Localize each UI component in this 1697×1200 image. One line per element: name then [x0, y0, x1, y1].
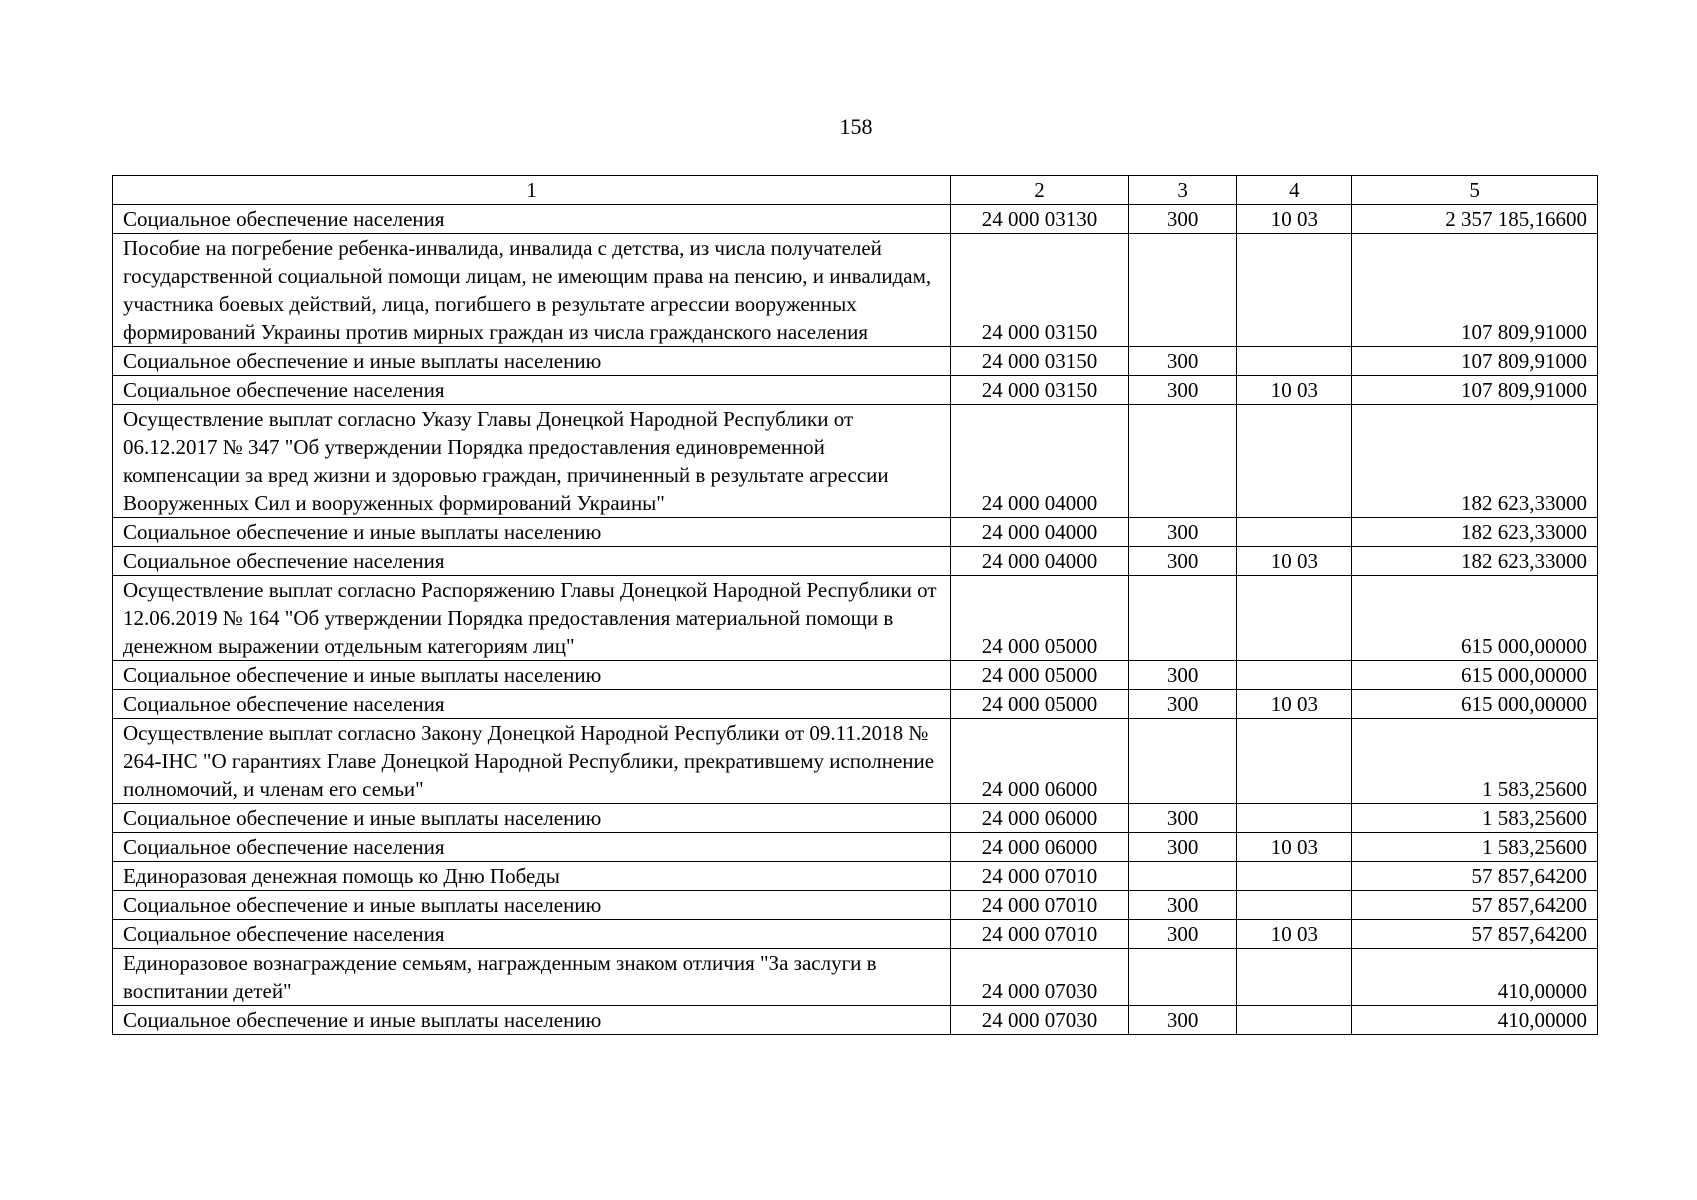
cell-amount: 1 583,25600	[1352, 833, 1598, 862]
table-row	[113, 690, 1598, 719]
cell-name: Единоразовое вознаграждение семьям, награжденным знаком отличия "За заслуги в воспитании детей"	[113, 949, 951, 1006]
column-header-name: 1	[113, 176, 951, 205]
table-row	[113, 405, 1598, 518]
cell-amount: 107 809,91000	[1352, 376, 1598, 405]
cell-name: Пособие на погребение ребенка-инвалида, инвалида с детства, из числа получателей государственной социальной помощи лицам, не имеющим права на пенсию, и инвалидам, участника боевых действий, лица, погибшего в результате агрессии вооруженных формирований Украины против мирных граждан из числа гражданского населения	[113, 234, 951, 347]
cell-code: 24 000 04000	[951, 405, 1129, 518]
cell-amount: 57 857,64200	[1352, 862, 1598, 891]
cell-name: Единоразовая денежная помощь ко Дню Победы	[113, 862, 951, 891]
cell-expense-type: 300	[1128, 547, 1237, 576]
cell-amount: 2 357 185,16600	[1352, 205, 1598, 234]
cell-code: 24 000 03130	[951, 205, 1129, 234]
cell-section: 10 03	[1237, 690, 1352, 719]
table-row	[113, 234, 1598, 347]
cell-code: 24 000 05000	[951, 690, 1129, 719]
cell-code: 24 000 04000	[951, 547, 1129, 576]
cell-section: 10 03	[1237, 205, 1352, 234]
cell-amount: 57 857,64200	[1352, 891, 1598, 920]
cell-code: 24 000 05000	[951, 661, 1129, 690]
table-row	[113, 376, 1598, 405]
table-row	[113, 347, 1598, 376]
cell-expense-type: 300	[1128, 804, 1237, 833]
cell-code: 24 000 07010	[951, 862, 1129, 891]
cell-name: Социальное обеспечение и иные выплаты населению	[113, 891, 951, 920]
table-row	[113, 719, 1598, 804]
cell-name: Осуществление выплат согласно Распоряжению Главы Донецкой Народной Республики от 12.06.2019 № 164 "Об утверждении Порядка предоставления материальной помощи в денежном выражении отдельным категориям лиц"	[113, 576, 951, 661]
cell-amount: 615 000,00000	[1352, 661, 1598, 690]
cell-name: Социальное обеспечение и иные выплаты населению	[113, 518, 951, 547]
cell-expense-type: 300	[1128, 661, 1237, 690]
cell-code: 24 000 06000	[951, 833, 1129, 862]
budget-table	[112, 175, 1598, 1035]
cell-code: 24 000 07010	[951, 920, 1129, 949]
cell-amount: 107 809,91000	[1352, 347, 1598, 376]
cell-amount: 615 000,00000	[1352, 576, 1598, 661]
cell-section	[1237, 862, 1352, 891]
table-row	[113, 920, 1598, 949]
cell-code: 24 000 04000	[951, 518, 1129, 547]
cell-amount: 182 623,33000	[1352, 405, 1598, 518]
cell-name: Социальное обеспечение населения	[113, 547, 951, 576]
cell-section	[1237, 949, 1352, 1006]
table-row	[113, 833, 1598, 862]
cell-code: 24 000 03150	[951, 347, 1129, 376]
cell-amount: 182 623,33000	[1352, 547, 1598, 576]
table-body	[113, 205, 1598, 1035]
cell-expense-type: 300	[1128, 833, 1237, 862]
cell-code: 24 000 06000	[951, 804, 1129, 833]
cell-amount: 107 809,91000	[1352, 234, 1598, 347]
column-header-section: 4	[1237, 176, 1352, 205]
table-row	[113, 661, 1598, 690]
cell-section: 10 03	[1237, 833, 1352, 862]
table-row	[113, 949, 1598, 1006]
column-header-amount: 5	[1352, 176, 1598, 205]
cell-expense-type	[1128, 949, 1237, 1006]
cell-code: 24 000 05000	[951, 576, 1129, 661]
cell-expense-type	[1128, 234, 1237, 347]
table-row	[113, 862, 1598, 891]
cell-section	[1237, 347, 1352, 376]
cell-amount: 1 583,25600	[1352, 804, 1598, 833]
cell-expense-type: 300	[1128, 891, 1237, 920]
cell-name: Социальное обеспечение населения	[113, 690, 951, 719]
page-number: 158	[839, 114, 873, 139]
cell-name: Социальное обеспечение и иные выплаты населению	[113, 661, 951, 690]
cell-name: Осуществление выплат согласно Указу Главы Донецкой Народной Республики от 06.12.2017 № 347 "Об утверждении Порядка предоставления единовременной компенсации за вред жизни и здоровью граждан, причиненный в результате агрессии Вооруженных Сил и вооруженных формирований Украины"	[113, 405, 951, 518]
table-row	[113, 518, 1598, 547]
cell-name: Социальное обеспечение населения	[113, 833, 951, 862]
cell-section: 10 03	[1237, 376, 1352, 405]
cell-section	[1237, 518, 1352, 547]
cell-code: 24 000 07030	[951, 949, 1129, 1006]
cell-name: Социальное обеспечение населения	[113, 376, 951, 405]
cell-name: Социальное обеспечение и иные выплаты населению	[113, 1006, 951, 1035]
cell-amount: 1 583,25600	[1352, 719, 1598, 804]
cell-expense-type	[1128, 576, 1237, 661]
cell-expense-type: 300	[1128, 347, 1237, 376]
column-header-code: 2	[951, 176, 1129, 205]
cell-section	[1237, 234, 1352, 347]
table-row	[113, 576, 1598, 661]
cell-expense-type	[1128, 405, 1237, 518]
cell-expense-type: 300	[1128, 205, 1237, 234]
cell-section	[1237, 576, 1352, 661]
cell-section	[1237, 405, 1352, 518]
table-header-row	[113, 176, 1598, 205]
cell-section	[1237, 1006, 1352, 1035]
cell-expense-type: 300	[1128, 376, 1237, 405]
table-row	[113, 547, 1598, 576]
cell-expense-type: 300	[1128, 920, 1237, 949]
cell-expense-type	[1128, 719, 1237, 804]
cell-expense-type: 300	[1128, 690, 1237, 719]
cell-amount: 410,00000	[1352, 949, 1598, 1006]
cell-section	[1237, 804, 1352, 833]
cell-code: 24 000 07010	[951, 891, 1129, 920]
cell-name: Социальное обеспечение населения	[113, 920, 951, 949]
table-row	[113, 205, 1598, 234]
cell-expense-type: 300	[1128, 518, 1237, 547]
cell-expense-type: 300	[1128, 1006, 1237, 1035]
table-row	[113, 891, 1598, 920]
cell-name: Социальное обеспечение и иные выплаты населению	[113, 804, 951, 833]
cell-section	[1237, 719, 1352, 804]
cell-code: 24 000 03150	[951, 376, 1129, 405]
cell-name: Социальное обеспечение населения	[113, 205, 951, 234]
cell-amount: 57 857,64200	[1352, 920, 1598, 949]
cell-section	[1237, 661, 1352, 690]
cell-expense-type	[1128, 862, 1237, 891]
cell-name: Социальное обеспечение и иные выплаты населению	[113, 347, 951, 376]
column-header-expense-type: 3	[1128, 176, 1237, 205]
cell-name: Осуществление выплат согласно Закону Донецкой Народной Республики от 09.11.2018 № 264-IНС "О гарантиях Главе Донецкой Народной Республики, прекратившему исполнение полномочий, и членам его семьи"	[113, 719, 951, 804]
table-row	[113, 804, 1598, 833]
cell-code: 24 000 07030	[951, 1006, 1129, 1035]
table-row	[113, 1006, 1598, 1035]
cell-section	[1237, 891, 1352, 920]
cell-amount: 182 623,33000	[1352, 518, 1598, 547]
cell-amount: 410,00000	[1352, 1006, 1598, 1035]
cell-section: 10 03	[1237, 547, 1352, 576]
cell-amount: 615 000,00000	[1352, 690, 1598, 719]
cell-code: 24 000 06000	[951, 719, 1129, 804]
cell-section: 10 03	[1237, 920, 1352, 949]
cell-code: 24 000 03150	[951, 234, 1129, 347]
